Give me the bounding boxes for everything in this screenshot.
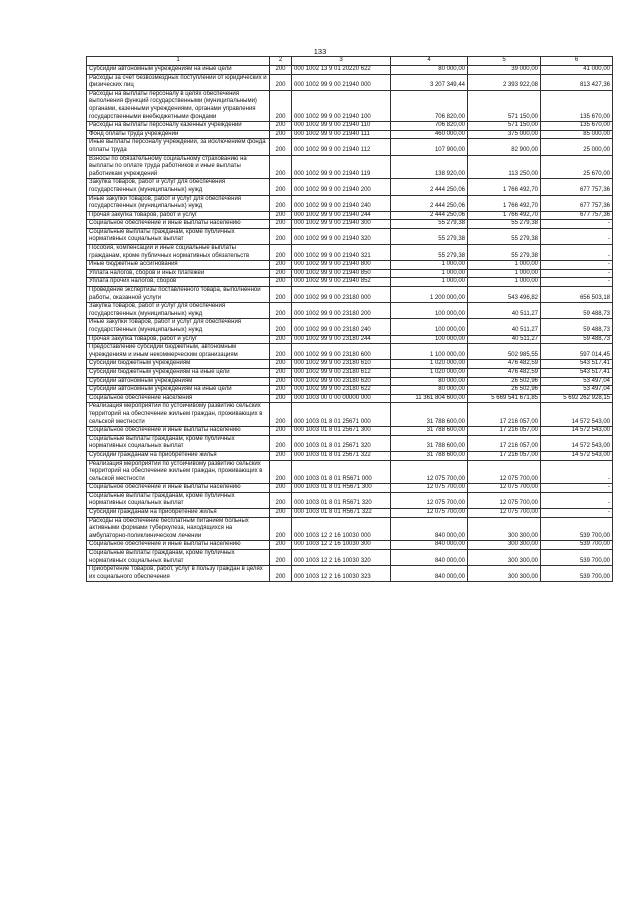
column-header: 5 bbox=[468, 57, 541, 66]
row-remaining-amount: 543 517,41 bbox=[541, 368, 613, 377]
row-remaining-amount: 25 000,00 bbox=[541, 139, 613, 155]
row-classification-code: 000 1003 12 2 16 10030 000 bbox=[292, 517, 391, 541]
row-planned-amount: 2 444 250,06 bbox=[391, 179, 468, 195]
row-executed-amount: 476 482,59 bbox=[468, 360, 541, 369]
row-executed-amount: 476 482,59 bbox=[468, 368, 541, 377]
row-name: Уплата прочих налогов, сборов bbox=[87, 278, 270, 287]
row-classification-code: 000 1003 01 8 01 R5671 322 bbox=[292, 509, 391, 518]
row-executed-amount: 17 216 057,00 bbox=[468, 451, 541, 460]
row-executed-amount: 5 669 541 671,85 bbox=[468, 394, 541, 403]
row-remaining-amount: 539 700,00 bbox=[541, 541, 613, 550]
row-classification-code: 000 1002 99 9 00 23180 610 bbox=[292, 360, 391, 369]
row-classification-code: 000 1002 99 9 00 21940 000 bbox=[292, 74, 391, 90]
row-executed-amount: 26 502,96 bbox=[468, 386, 541, 395]
table-row bbox=[87, 195, 613, 211]
row-code: 200 bbox=[270, 90, 292, 121]
row-name: Иные закупки товаров, работ и услуг для обеспечения государственных (муниципальных) нужд bbox=[87, 319, 270, 335]
row-classification-code: 000 1002 99 9 00 23180 612 bbox=[292, 368, 391, 377]
row-remaining-amount: - bbox=[541, 220, 613, 229]
row-executed-amount: 1 000,00 bbox=[468, 261, 541, 270]
row-planned-amount: 2 444 250,06 bbox=[391, 195, 468, 211]
column-header: 1 bbox=[87, 57, 270, 66]
row-planned-amount: 840 000,00 bbox=[391, 550, 468, 566]
row-code: 200 bbox=[270, 66, 292, 75]
row-classification-code: 000 1003 01 8 01 R5671 000 bbox=[292, 460, 391, 484]
row-remaining-amount: - bbox=[541, 269, 613, 278]
row-planned-amount: 840 000,00 bbox=[391, 566, 468, 582]
row-code: 200 bbox=[270, 195, 292, 211]
row-code: 200 bbox=[270, 460, 292, 484]
row-code: 200 bbox=[270, 211, 292, 220]
row-executed-amount: 300 300,00 bbox=[468, 517, 541, 541]
row-code: 200 bbox=[270, 74, 292, 90]
table-row bbox=[87, 335, 613, 344]
row-remaining-amount: 135 670,00 bbox=[541, 90, 613, 121]
row-executed-amount: 40 511,27 bbox=[468, 319, 541, 335]
row-classification-code: 000 1002 99 9 00 21940 112 bbox=[292, 139, 391, 155]
row-executed-amount: 17 216 057,00 bbox=[468, 427, 541, 436]
row-remaining-amount: 677 757,36 bbox=[541, 195, 613, 211]
row-planned-amount: 1 200 000,00 bbox=[391, 287, 468, 303]
table-row bbox=[87, 427, 613, 436]
row-planned-amount: 1 000,00 bbox=[391, 261, 468, 270]
row-remaining-amount: 677 757,36 bbox=[541, 211, 613, 220]
row-classification-code: 000 1002 13 9 01 20220 622 bbox=[292, 66, 391, 75]
table-row bbox=[87, 278, 613, 287]
row-name: Социальное обеспечение и иные выплаты населению bbox=[87, 484, 270, 493]
row-code: 200 bbox=[270, 435, 292, 451]
row-classification-code: 000 1003 01 8 01 R5671 300 bbox=[292, 484, 391, 493]
row-planned-amount: 100 000,00 bbox=[391, 335, 468, 344]
row-classification-code: 000 1002 99 9 00 23180 600 bbox=[292, 344, 391, 360]
row-planned-amount: 31 788 600,00 bbox=[391, 435, 468, 451]
row-executed-amount: 55 279,38 bbox=[468, 245, 541, 261]
row-code: 200 bbox=[270, 541, 292, 550]
table-row bbox=[87, 179, 613, 195]
table-row bbox=[87, 435, 613, 451]
row-remaining-amount: - bbox=[541, 484, 613, 493]
row-remaining-amount: 59 488,73 bbox=[541, 319, 613, 335]
row-planned-amount: 1 000,00 bbox=[391, 278, 468, 287]
row-planned-amount: 840 000,00 bbox=[391, 517, 468, 541]
row-name: Социальные выплаты гражданам, кроме публичных нормативных социальных выплат bbox=[87, 435, 270, 451]
table-row bbox=[87, 403, 613, 427]
row-classification-code: 000 1003 01 8 01 R5671 320 bbox=[292, 492, 391, 508]
row-name: Расходы на выплаты персоналу казенных учреждений bbox=[87, 122, 270, 131]
row-name: Фонд оплаты труда учреждений bbox=[87, 130, 270, 139]
row-planned-amount: 12 075 700,00 bbox=[391, 460, 468, 484]
row-planned-amount: 12 075 700,00 bbox=[391, 484, 468, 493]
row-name: Расходы за счет безвозмездных поступлений от юридических и физических лиц bbox=[87, 74, 270, 90]
row-executed-amount: 375 000,00 bbox=[468, 130, 541, 139]
row-classification-code: 000 1002 99 9 00 21940 111 bbox=[292, 130, 391, 139]
row-classification-code: 000 1002 99 9 00 21940 200 bbox=[292, 179, 391, 195]
row-classification-code: 000 1002 99 9 00 21940 119 bbox=[292, 155, 391, 179]
row-remaining-amount: 135 670,00 bbox=[541, 122, 613, 131]
row-code: 200 bbox=[270, 287, 292, 303]
row-remaining-amount: - bbox=[541, 245, 613, 261]
row-remaining-amount: 59 488,73 bbox=[541, 303, 613, 319]
table-row bbox=[87, 122, 613, 131]
row-name: Уплата налогов, сборов и иных платежей bbox=[87, 269, 270, 278]
row-executed-amount: 82 900,00 bbox=[468, 139, 541, 155]
row-planned-amount: 31 788 600,00 bbox=[391, 451, 468, 460]
row-code: 200 bbox=[270, 517, 292, 541]
row-name: Субсидии гражданам на приобретение жилья bbox=[87, 451, 270, 460]
row-name: Социальные выплаты гражданам, кроме публичных нормативных социальных выплат bbox=[87, 228, 270, 244]
row-remaining-amount: 677 757,36 bbox=[541, 179, 613, 195]
row-executed-amount: 17 216 057,00 bbox=[468, 435, 541, 451]
row-remaining-amount: 14 572 543,00 bbox=[541, 427, 613, 436]
row-classification-code: 000 1002 99 9 00 23180 000 bbox=[292, 287, 391, 303]
row-executed-amount: 571 150,00 bbox=[468, 122, 541, 131]
row-remaining-amount: - bbox=[541, 492, 613, 508]
row-planned-amount: 55 279,38 bbox=[391, 220, 468, 229]
table-row bbox=[87, 484, 613, 493]
row-planned-amount: 100 000,00 bbox=[391, 303, 468, 319]
row-code: 200 bbox=[270, 245, 292, 261]
row-name: Субсидии бюджетным учреждениям на иные цели bbox=[87, 368, 270, 377]
table-row bbox=[87, 211, 613, 220]
row-executed-amount: 12 075 700,00 bbox=[468, 509, 541, 518]
table-row bbox=[87, 550, 613, 566]
row-code: 200 bbox=[270, 319, 292, 335]
row-executed-amount: 39 000,00 bbox=[468, 66, 541, 75]
row-remaining-amount: 53 497,04 bbox=[541, 386, 613, 395]
table-row bbox=[87, 360, 613, 369]
row-remaining-amount: 539 700,00 bbox=[541, 550, 613, 566]
row-name: Проведение экспертизы поставленного товара, выполненной работы, оказанной услуги bbox=[87, 287, 270, 303]
row-planned-amount: 55 279,38 bbox=[391, 228, 468, 244]
table-row bbox=[87, 386, 613, 395]
row-planned-amount: 12 075 700,00 bbox=[391, 509, 468, 518]
row-code: 200 bbox=[270, 394, 292, 403]
row-classification-code: 000 1002 99 9 00 21940 240 bbox=[292, 195, 391, 211]
row-remaining-amount: - bbox=[541, 261, 613, 270]
row-classification-code: 000 1003 12 2 16 10030 323 bbox=[292, 566, 391, 582]
column-header: 4 bbox=[391, 57, 468, 66]
row-code: 200 bbox=[270, 344, 292, 360]
table-row bbox=[87, 261, 613, 270]
row-executed-amount: 55 279,38 bbox=[468, 228, 541, 244]
row-classification-code: 000 1002 99 9 00 21940 244 bbox=[292, 211, 391, 220]
row-name: Субсидии автономным учреждениям bbox=[87, 377, 270, 386]
row-remaining-amount: 14 572 543,00 bbox=[541, 451, 613, 460]
row-name: Реализация мероприятий по устойчивому развитию сельских территорий на обеспечение жильем граждан, проживающих в сельской местности bbox=[87, 460, 270, 484]
row-name: Прочая закупка товаров, работ и услуг bbox=[87, 211, 270, 220]
table-row bbox=[87, 66, 613, 75]
table-row bbox=[87, 368, 613, 377]
row-planned-amount: 80 000,00 bbox=[391, 386, 468, 395]
row-name: Социальные выплаты гражданам, кроме публичных нормативных социальных выплат bbox=[87, 550, 270, 566]
row-code: 200 bbox=[270, 220, 292, 229]
row-code: 200 bbox=[270, 155, 292, 179]
row-name: Субсидии автономным учреждениям на иные цели bbox=[87, 66, 270, 75]
row-planned-amount: 12 075 700,00 bbox=[391, 492, 468, 508]
row-code: 200 bbox=[270, 130, 292, 139]
row-remaining-amount: 25 670,00 bbox=[541, 155, 613, 179]
row-name: Реализация мероприятий по устойчивому развитию сельских территорий на обеспечение жильем граждан, проживающих в сельской местности bbox=[87, 403, 270, 427]
row-executed-amount: 1 766 492,70 bbox=[468, 179, 541, 195]
row-planned-amount: 80 000,00 bbox=[391, 66, 468, 75]
row-name: Иные закупки товаров, работ и услуг для обеспечения государственных (муниципальных) нужд bbox=[87, 195, 270, 211]
row-name: Взносы по обязательному социальному страхованию на выплаты по оплате труда работников и иные выплаты работникам учреждений bbox=[87, 155, 270, 179]
row-name: Субсидии гражданам на приобретение жилья bbox=[87, 509, 270, 518]
budget-table bbox=[86, 56, 613, 582]
row-name: Пособия, компенсации и иные социальные выплаты гражданам, кроме публичных нормативных обязательств bbox=[87, 245, 270, 261]
row-planned-amount: 107 900,00 bbox=[391, 139, 468, 155]
row-remaining-amount: 14 572 543,00 bbox=[541, 435, 613, 451]
row-executed-amount: 12 075 700,00 bbox=[468, 492, 541, 508]
row-planned-amount: 31 788 600,00 bbox=[391, 427, 468, 436]
row-code: 200 bbox=[270, 377, 292, 386]
row-name: Социальное обеспечение и иные выплаты населению bbox=[87, 541, 270, 550]
row-executed-amount: 26 502,96 bbox=[468, 377, 541, 386]
row-planned-amount: 11 361 804 600,00 bbox=[391, 394, 468, 403]
row-classification-code: 000 1002 99 9 00 23180 244 bbox=[292, 335, 391, 344]
row-name: Субсидии автономным учреждениям на иные цели bbox=[87, 386, 270, 395]
row-code: 200 bbox=[270, 566, 292, 582]
table-row bbox=[87, 287, 613, 303]
row-name: Предоставление субсидий бюджетным, автономным учреждениям и иным некоммерческим организациям bbox=[87, 344, 270, 360]
table-row bbox=[87, 460, 613, 484]
row-executed-amount: 113 250,00 bbox=[468, 155, 541, 179]
row-code: 200 bbox=[270, 122, 292, 131]
row-name: Иные бюджетные ассигнования bbox=[87, 261, 270, 270]
row-classification-code: 000 1003 12 2 16 10030 300 bbox=[292, 541, 391, 550]
row-planned-amount: 3 207 349,44 bbox=[391, 74, 468, 90]
table-row bbox=[87, 509, 613, 518]
table-row bbox=[87, 220, 613, 229]
row-code: 200 bbox=[270, 386, 292, 395]
row-name: Социальное обеспечение и иные выплаты населению bbox=[87, 220, 270, 229]
row-classification-code: 000 1003 01 8 01 25671 322 bbox=[292, 451, 391, 460]
row-classification-code: 000 1002 99 9 00 21940 321 bbox=[292, 245, 391, 261]
row-planned-amount: 1 020 000,00 bbox=[391, 368, 468, 377]
row-remaining-amount: 5 692 262 928,15 bbox=[541, 394, 613, 403]
page-number: 133 bbox=[313, 47, 327, 56]
row-code: 200 bbox=[270, 179, 292, 195]
row-code: 200 bbox=[270, 278, 292, 287]
table-row bbox=[87, 541, 613, 550]
row-code: 200 bbox=[270, 403, 292, 427]
row-remaining-amount: 813 427,36 bbox=[541, 74, 613, 90]
table-row bbox=[87, 566, 613, 582]
row-planned-amount: 100 000,00 bbox=[391, 319, 468, 335]
row-classification-code: 000 1003 01 8 01 25671 320 bbox=[292, 435, 391, 451]
row-remaining-amount: 597 014,45 bbox=[541, 344, 613, 360]
table-row bbox=[87, 451, 613, 460]
row-code: 200 bbox=[270, 228, 292, 244]
row-planned-amount: 840 000,00 bbox=[391, 541, 468, 550]
row-remaining-amount: - bbox=[541, 278, 613, 287]
row-executed-amount: 543 496,82 bbox=[468, 287, 541, 303]
row-executed-amount: 12 075 700,00 bbox=[468, 460, 541, 484]
row-remaining-amount: 85 000,00 bbox=[541, 130, 613, 139]
table-row bbox=[87, 303, 613, 319]
row-remaining-amount: 41 000,00 bbox=[541, 66, 613, 75]
row-remaining-amount: 59 488,73 bbox=[541, 335, 613, 344]
row-code: 200 bbox=[270, 335, 292, 344]
row-classification-code: 000 1002 99 9 00 23180 620 bbox=[292, 377, 391, 386]
row-code: 200 bbox=[270, 269, 292, 278]
row-classification-code: 000 1002 99 9 00 23180 622 bbox=[292, 386, 391, 395]
row-classification-code: 000 1002 99 9 00 21940 100 bbox=[292, 90, 391, 121]
row-name: Закупка товаров, работ и услуг для обеспечения государственных (муниципальных) нужд bbox=[87, 179, 270, 195]
row-planned-amount: 1 000,00 bbox=[391, 269, 468, 278]
row-code: 200 bbox=[270, 427, 292, 436]
row-name: Закупка товаров, работ и услуг для обеспечения государственных (муниципальных) нужд bbox=[87, 303, 270, 319]
row-name: Иные выплаты персоналу учреждений, за исключением фонда оплаты труда bbox=[87, 139, 270, 155]
table-row bbox=[87, 492, 613, 508]
row-code: 200 bbox=[270, 492, 292, 508]
row-remaining-amount: 656 503,18 bbox=[541, 287, 613, 303]
table-row bbox=[87, 377, 613, 386]
column-header: 3 bbox=[292, 57, 391, 66]
row-planned-amount: 706 820,00 bbox=[391, 90, 468, 121]
row-executed-amount: 571 150,00 bbox=[468, 90, 541, 121]
row-planned-amount: 31 788 600,00 bbox=[391, 403, 468, 427]
row-code: 200 bbox=[270, 303, 292, 319]
row-name: Расходы на обеспечение бесплатным питанием больных активными формами туберкулеза, находящихся на амбулаторно-поликлиническом лечении bbox=[87, 517, 270, 541]
table-row bbox=[87, 155, 613, 179]
table-row bbox=[87, 517, 613, 541]
row-planned-amount: 138 920,00 bbox=[391, 155, 468, 179]
row-classification-code: 000 1002 99 9 00 21940 110 bbox=[292, 122, 391, 131]
row-executed-amount: 1 000,00 bbox=[468, 278, 541, 287]
row-executed-amount: 1 766 492,70 bbox=[468, 211, 541, 220]
column-header: 2 bbox=[270, 57, 292, 66]
row-planned-amount: 1 020 000,00 bbox=[391, 360, 468, 369]
table-row bbox=[87, 139, 613, 155]
row-executed-amount: 300 300,00 bbox=[468, 566, 541, 582]
row-classification-code: 000 1002 99 9 00 21940 800 bbox=[292, 261, 391, 270]
row-executed-amount: 300 300,00 bbox=[468, 550, 541, 566]
row-classification-code: 000 1002 99 9 00 21940 320 bbox=[292, 228, 391, 244]
table-row bbox=[87, 344, 613, 360]
table-row bbox=[87, 90, 613, 121]
row-code: 200 bbox=[270, 550, 292, 566]
row-code: 200 bbox=[270, 368, 292, 377]
row-name: Приобретение товаров, работ, услуг в пользу граждан в целях их социального обеспечения bbox=[87, 566, 270, 582]
column-header: 6 bbox=[541, 57, 613, 66]
row-planned-amount: 1 100 000,00 bbox=[391, 344, 468, 360]
row-classification-code: 000 1002 99 9 00 21940 300 bbox=[292, 220, 391, 229]
row-code: 200 bbox=[270, 360, 292, 369]
row-executed-amount: 502 985,55 bbox=[468, 344, 541, 360]
row-classification-code: 000 1002 99 9 00 21940 852 bbox=[292, 278, 391, 287]
table-row bbox=[87, 245, 613, 261]
row-name: Прочая закупка товаров, работ и услуг bbox=[87, 335, 270, 344]
row-classification-code: 000 1002 99 9 00 23180 200 bbox=[292, 303, 391, 319]
row-planned-amount: 80 000,00 bbox=[391, 377, 468, 386]
row-name: Социальные выплаты гражданам, кроме публичных нормативных социальных выплат bbox=[87, 492, 270, 508]
row-classification-code: 000 1003 12 2 16 10030 320 bbox=[292, 550, 391, 566]
row-classification-code: 000 1003 00 0 00 00000 000 bbox=[292, 394, 391, 403]
row-planned-amount: 460 000,00 bbox=[391, 130, 468, 139]
table-row bbox=[87, 319, 613, 335]
row-name: Расходы на выплаты персоналу в целях обеспечения выполнения функций государственными (муниципальными) органами, казенными учреждениями, органами управления государственными внебюджетными фондами bbox=[87, 90, 270, 121]
row-name: Субсидии бюджетным учреждениям bbox=[87, 360, 270, 369]
row-executed-amount: 2 393 922,08 bbox=[468, 74, 541, 90]
row-name: Социальное обеспечение и иные выплаты населению bbox=[87, 427, 270, 436]
row-executed-amount: 40 511,27 bbox=[468, 303, 541, 319]
table-row bbox=[87, 228, 613, 244]
row-code: 200 bbox=[270, 484, 292, 493]
row-remaining-amount: 539 700,00 bbox=[541, 566, 613, 582]
row-classification-code: 000 1002 99 9 00 21940 850 bbox=[292, 269, 391, 278]
table-row bbox=[87, 394, 613, 403]
row-classification-code: 000 1002 99 9 00 23180 240 bbox=[292, 319, 391, 335]
row-code: 200 bbox=[270, 509, 292, 518]
row-remaining-amount: - bbox=[541, 460, 613, 484]
row-executed-amount: 300 300,00 bbox=[468, 541, 541, 550]
table-header-row bbox=[87, 57, 613, 66]
row-executed-amount: 12 075 700,00 bbox=[468, 484, 541, 493]
row-code: 200 bbox=[270, 261, 292, 270]
row-classification-code: 000 1003 01 8 01 25671 000 bbox=[292, 403, 391, 427]
table-row bbox=[87, 269, 613, 278]
row-remaining-amount: - bbox=[541, 509, 613, 518]
row-remaining-amount: 14 572 543,00 bbox=[541, 403, 613, 427]
row-remaining-amount: 543 517,41 bbox=[541, 360, 613, 369]
row-executed-amount: 40 511,27 bbox=[468, 335, 541, 344]
row-executed-amount: 17 216 057,00 bbox=[468, 403, 541, 427]
row-remaining-amount: - bbox=[541, 228, 613, 244]
row-code: 200 bbox=[270, 451, 292, 460]
row-executed-amount: 55 279,38 bbox=[468, 220, 541, 229]
row-executed-amount: 1 766 492,70 bbox=[468, 195, 541, 211]
row-name: Социальное обеспечение населения bbox=[87, 394, 270, 403]
table-row bbox=[87, 74, 613, 90]
row-classification-code: 000 1003 01 8 01 25671 300 bbox=[292, 427, 391, 436]
table-row bbox=[87, 130, 613, 139]
row-planned-amount: 706 820,00 bbox=[391, 122, 468, 131]
row-remaining-amount: 539 700,00 bbox=[541, 517, 613, 541]
row-remaining-amount: 53 497,04 bbox=[541, 377, 613, 386]
row-executed-amount: 1 000,00 bbox=[468, 269, 541, 278]
row-code: 200 bbox=[270, 139, 292, 155]
row-planned-amount: 55 279,38 bbox=[391, 245, 468, 261]
row-planned-amount: 2 444 250,06 bbox=[391, 211, 468, 220]
